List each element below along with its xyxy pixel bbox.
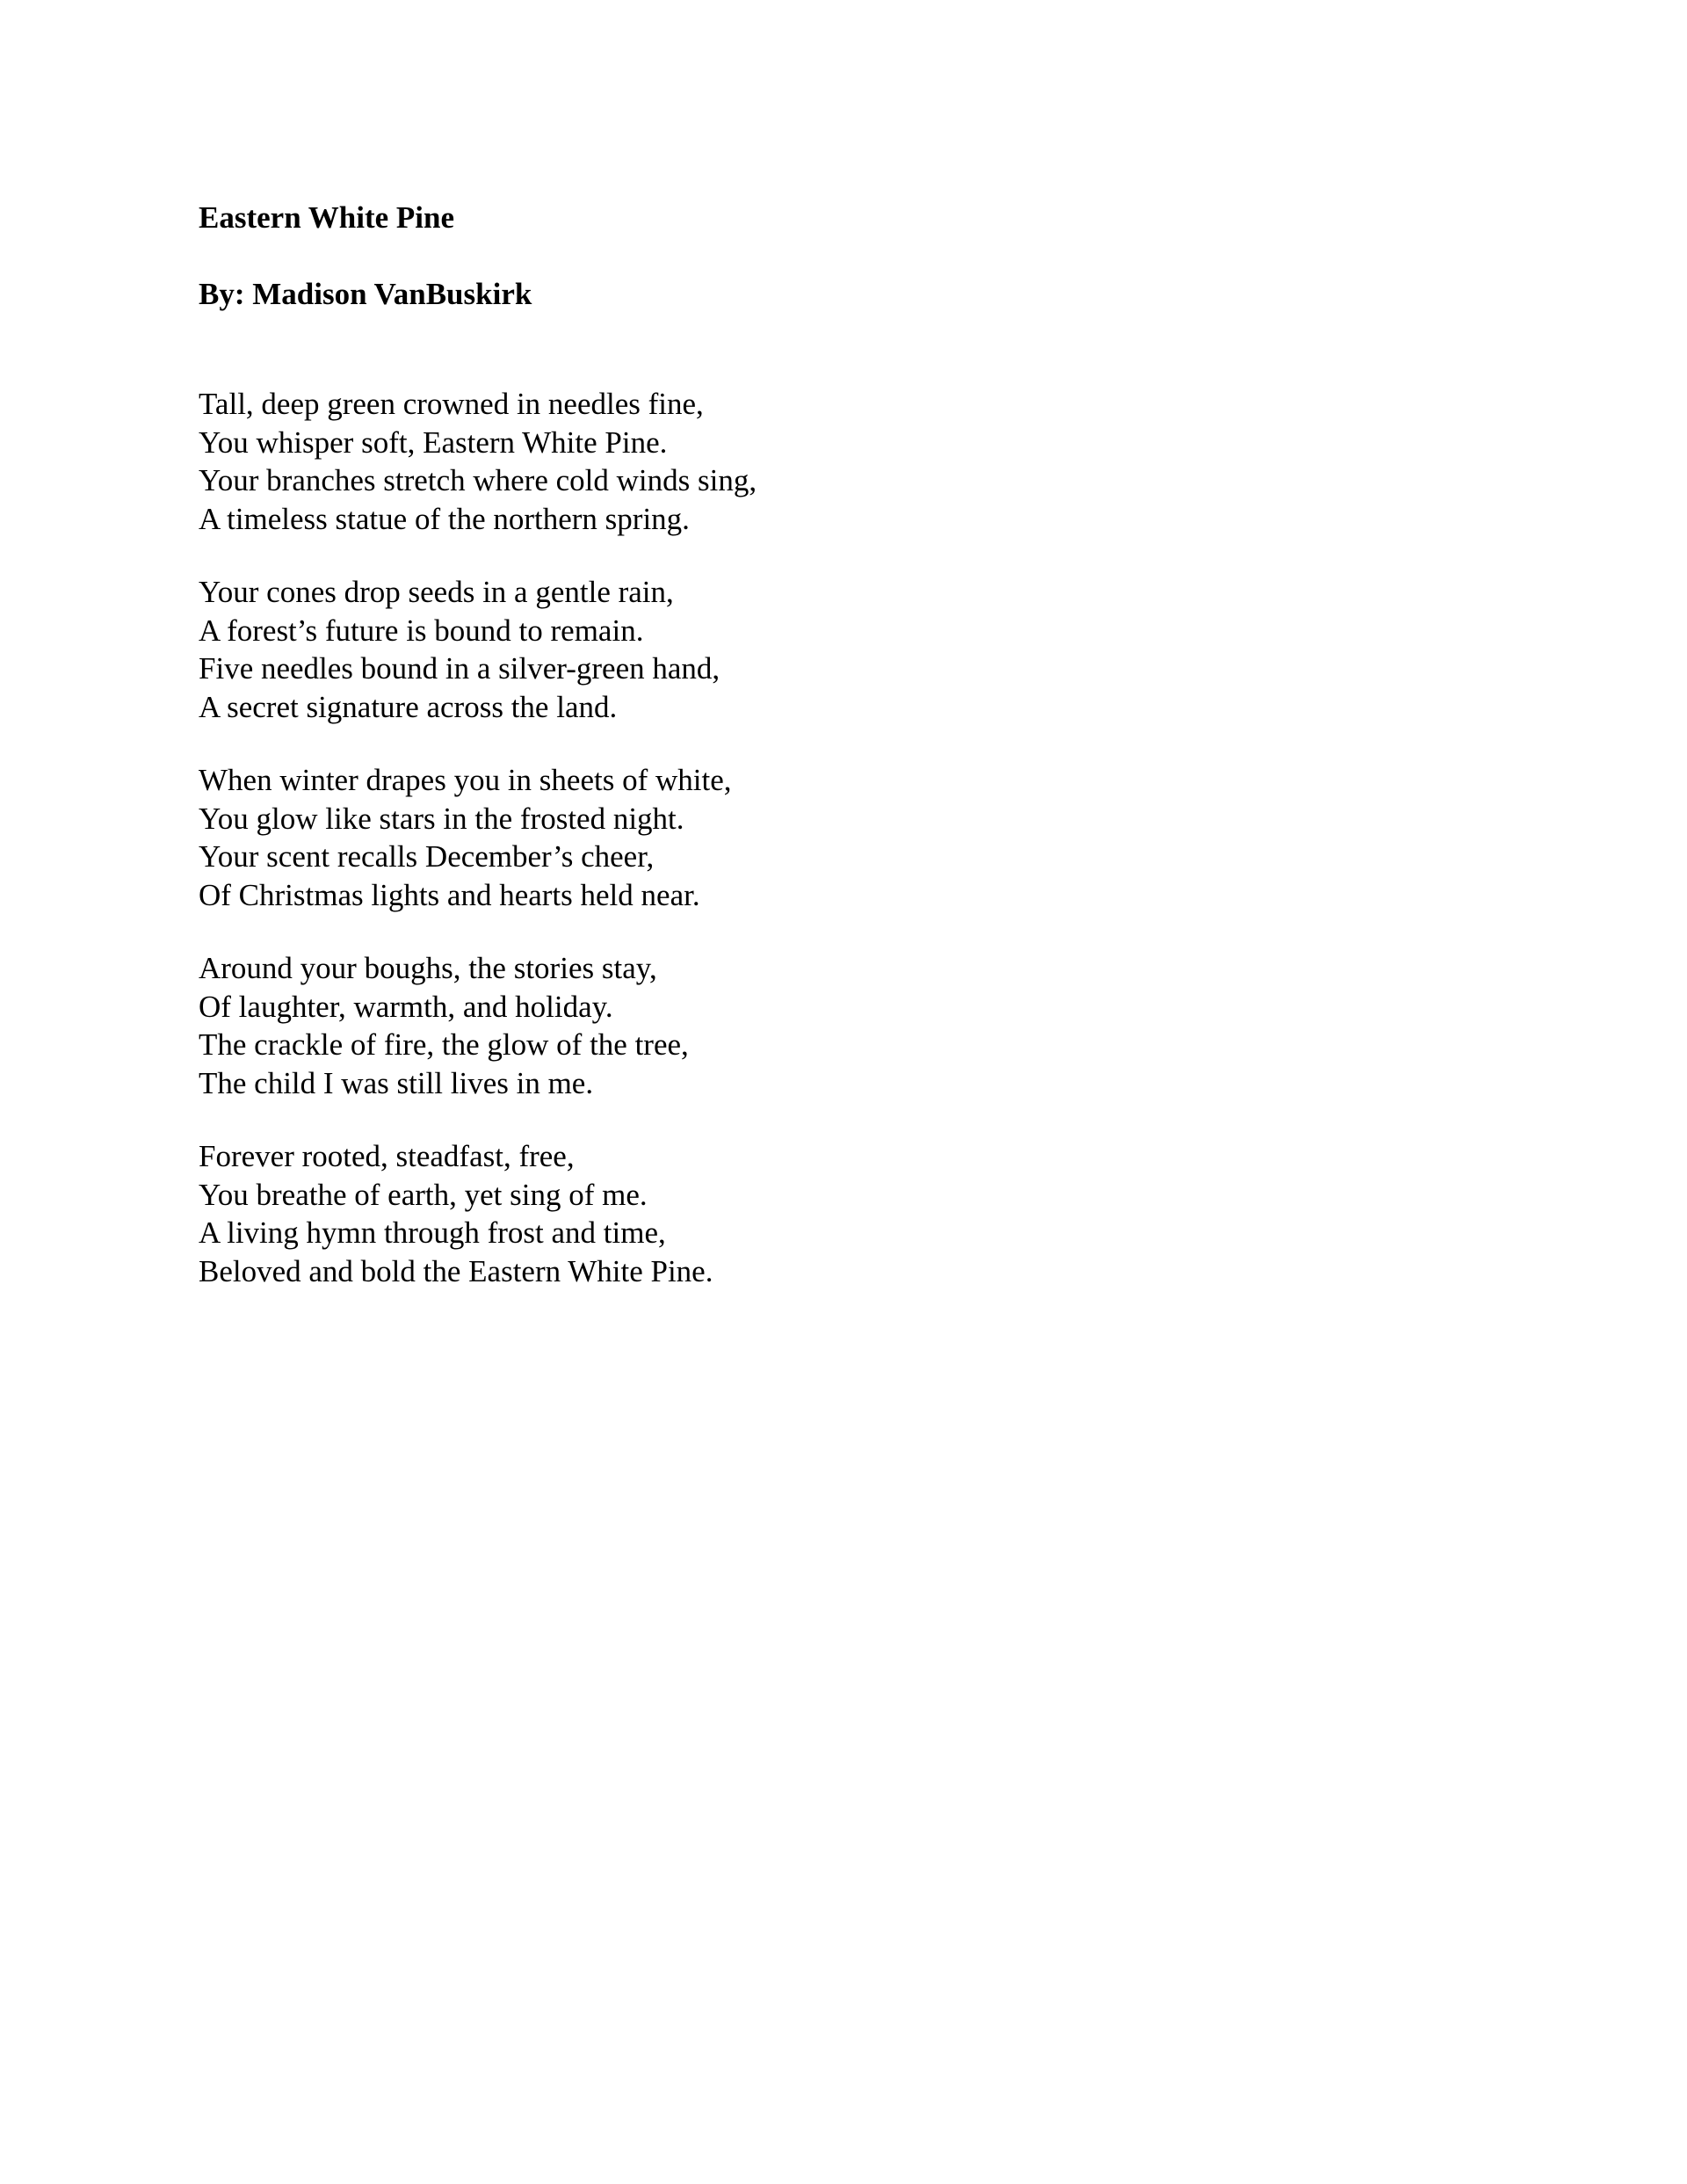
poem-line: The crackle of fire, the glow of the tree, bbox=[199, 1027, 689, 1062]
poem-title: Eastern White Pine bbox=[199, 200, 455, 235]
stanza-2 bbox=[199, 573, 1429, 726]
stanza-1 bbox=[199, 385, 1429, 538]
poem-line: A forest’s future is bound to remain. bbox=[199, 613, 644, 648]
poem-line: Forever rooted, steadfast, free, bbox=[199, 1139, 575, 1173]
poem-line: A timeless statue of the northern spring. bbox=[199, 501, 690, 536]
poem-line: A secret signature across the land. bbox=[199, 689, 618, 724]
poem-author: By: Madison VanBuskirk bbox=[199, 277, 532, 311]
poem-line: Tall, deep green crowned in needles fine, bbox=[199, 387, 704, 421]
poem-line: A living hymn through frost and time, bbox=[199, 1215, 666, 1250]
poem-line: Five needles bound in a silver-green hand, bbox=[199, 651, 720, 686]
poem-line: The child I was still lives in me. bbox=[199, 1065, 594, 1100]
poem-line: Of Christmas lights and hearts held near. bbox=[199, 877, 700, 912]
poem-line: You breathe of earth, yet sing of me. bbox=[199, 1177, 648, 1212]
poem-line: When winter drapes you in sheets of white, bbox=[199, 763, 732, 797]
stanza-5 bbox=[199, 1137, 1429, 1290]
poem-line: Of laughter, warmth, and holiday. bbox=[199, 989, 613, 1024]
poem-line: You whisper soft, Eastern White Pine. bbox=[199, 424, 668, 460]
poem-line: Your branches stretch where cold winds sing, bbox=[199, 463, 757, 497]
poem-body bbox=[199, 385, 1429, 1325]
stanza-4 bbox=[199, 949, 1429, 1102]
poem-line: Your cones drop seeds in a gentle rain, bbox=[199, 575, 674, 609]
poem-line: Your scent recalls December’s cheer, bbox=[199, 839, 655, 874]
poem-line: You glow like stars in the frosted night. bbox=[199, 801, 684, 836]
stanza-3 bbox=[199, 761, 1429, 914]
poem-line: Around your boughs, the stories stay, bbox=[199, 951, 657, 985]
poem-line: Beloved and bold the Eastern White Pine. bbox=[199, 1253, 713, 1288]
